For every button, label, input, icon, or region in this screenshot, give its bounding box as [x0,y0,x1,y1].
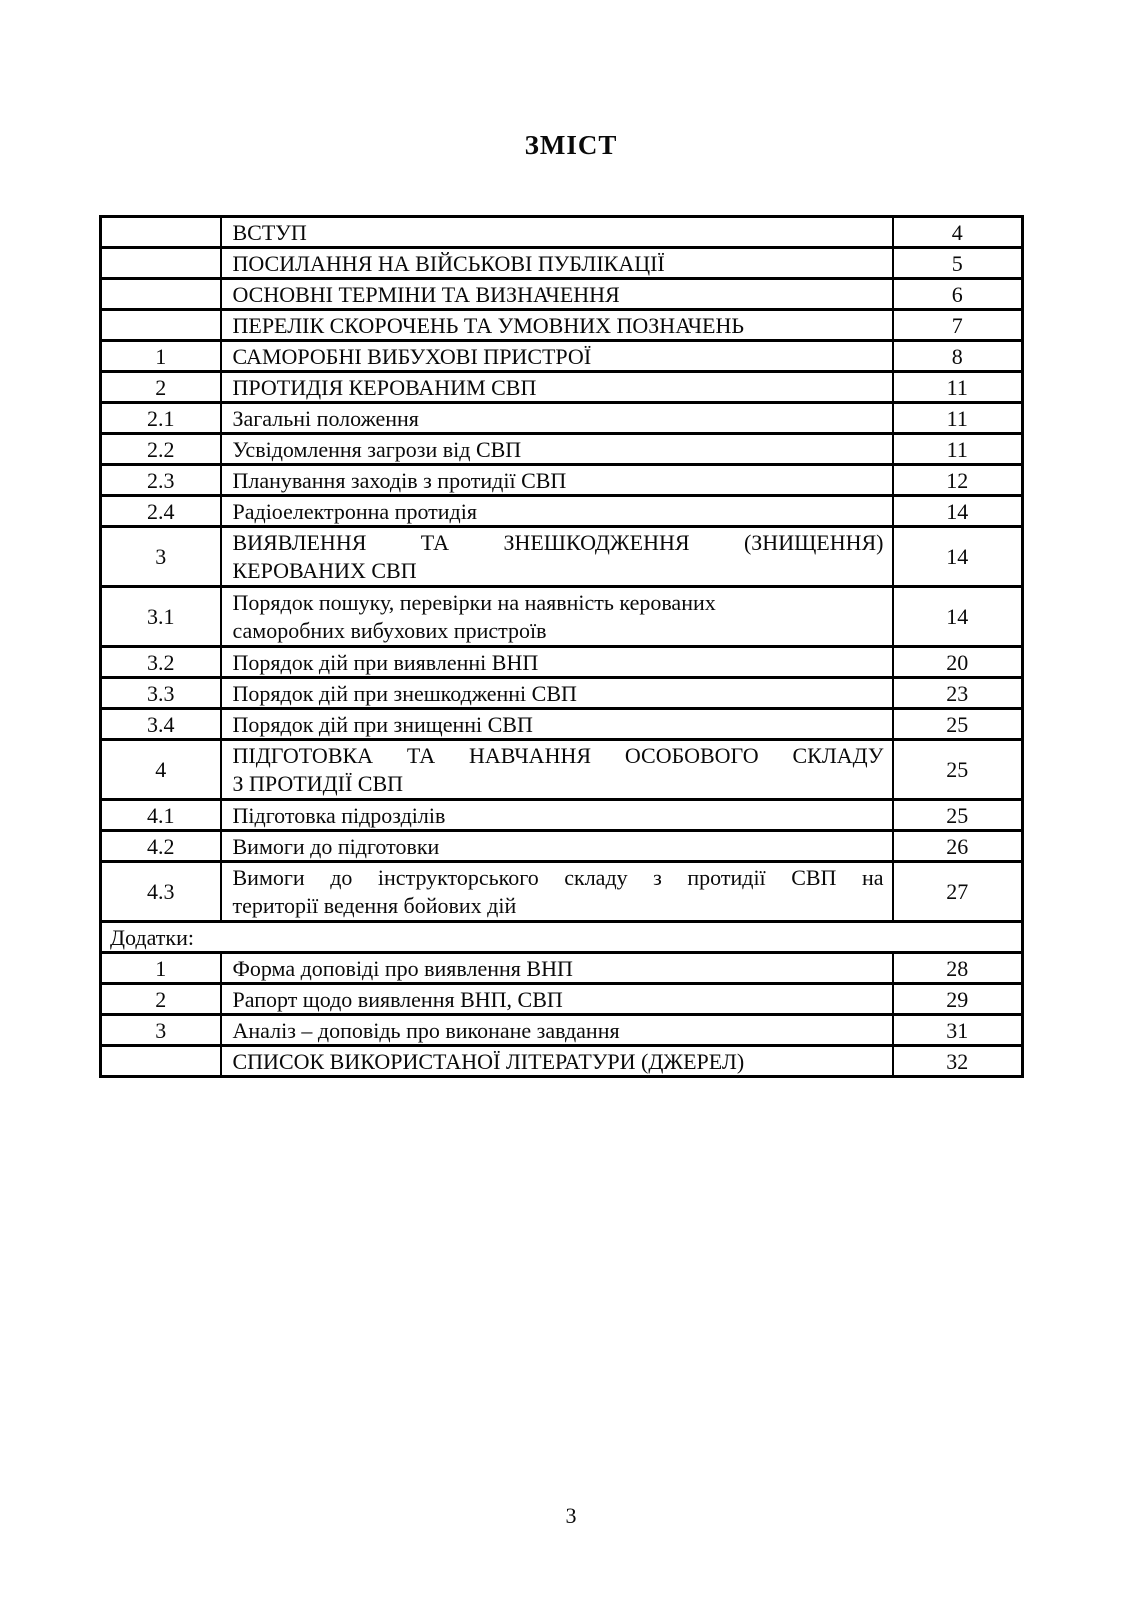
toc-row-page: 20 [893,647,1023,678]
toc-row-number [101,1046,221,1077]
toc-row-page: 27 [893,862,1023,922]
page-number: 3 [565,1503,577,1528]
toc-row-number [101,217,221,248]
toc-table [99,215,1024,1078]
toc-row [101,647,1023,678]
toc-row-number: 2.1 [101,403,221,434]
toc-row [101,279,1023,310]
toc-row [101,587,1023,647]
toc-row [101,496,1023,527]
toc-row-number: 3.4 [101,709,221,740]
toc-row [101,403,1023,434]
toc-row-number: 2 [101,984,221,1015]
toc-row-title [221,862,893,922]
toc-row [101,372,1023,403]
toc-row-title: Планування заходів з протидії СВП [221,465,893,496]
toc-row-number: 4 [101,740,221,800]
toc-row-page: 11 [893,434,1023,465]
toc-row-number: 4.2 [101,831,221,862]
toc-row-title: Усвідомлення загрози від СВП [221,434,893,465]
toc-row-page: 29 [893,984,1023,1015]
toc-title-line: ВИЯВЛЕННЯ ТА ЗНЕШКОДЖЕННЯ (ЗНИЩЕННЯ) [232,529,884,555]
toc-title-line: КЕРОВАНИХ СВП [232,557,417,583]
toc-title-line: Вимоги до інструкторського складу з протидії СВП на [232,864,884,890]
toc-row-title: Аналіз – доповідь про виконане завдання [221,1015,893,1046]
toc-row-title: Підготовка підрозділів [221,800,893,831]
page-title: ЗМІСТ [524,130,618,160]
toc-row-title: ПОСИЛАННЯ НА ВІЙСЬКОВІ ПУБЛІКАЦІЇ [221,248,893,279]
toc-row-number [101,279,221,310]
toc-row-page: 25 [893,740,1023,800]
toc-row [101,953,1023,984]
toc-row-number: 2.4 [101,496,221,527]
toc-row-page: 4 [893,217,1023,248]
toc-row-page: 14 [893,527,1023,587]
toc-row-number [101,310,221,341]
toc-row-number: 2.2 [101,434,221,465]
toc-row-page: 14 [893,587,1023,647]
toc-row [101,465,1023,496]
toc-row-title: Вимоги до підготовки [221,831,893,862]
toc-table-body [101,217,1023,1077]
toc-row-title: СПИСОК ВИКОРИСТАНОЇ ЛІТЕРАТУРИ (ДЖЕРЕЛ) [221,1046,893,1077]
toc-row [101,831,1023,862]
toc-row-number: 2.3 [101,465,221,496]
toc-row [101,709,1023,740]
toc-row-number [101,248,221,279]
toc-title-line: території ведення бойових дій [232,892,517,918]
toc-row-page: 14 [893,496,1023,527]
toc-row-page: 32 [893,1046,1023,1077]
toc-row-number: 3 [101,1015,221,1046]
toc-row-number: 1 [101,341,221,372]
toc-row-title: ОСНОВНІ ТЕРМІНИ ТА ВИЗНАЧЕННЯ [221,279,893,310]
toc-row [101,800,1023,831]
toc-row [101,310,1023,341]
toc-row-page: 26 [893,831,1023,862]
toc-section-row [101,922,1023,953]
toc-row-title [221,587,893,647]
toc-row [101,217,1023,248]
toc-row-number: 2 [101,372,221,403]
toc-title-line: ПІДГОТОВКА ТА НАВЧАННЯ ОСОБОВОГО СКЛАДУ [232,742,884,768]
toc-title-line: Порядок пошуку, перевірки на наявність керованих [232,589,716,615]
toc-row-title: Порядок дій при виявленні ВНП [221,647,893,678]
toc-row-title: ПЕРЕЛІК СКОРОЧЕНЬ ТА УМОВНИХ ПОЗНАЧЕНЬ [221,310,893,341]
toc-row-title [221,527,893,587]
toc-row-title: САМОРОБНІ ВИБУХОВІ ПРИСТРОЇ [221,341,893,372]
toc-row-page: 25 [893,709,1023,740]
toc-row-page: 12 [893,465,1023,496]
toc-row [101,527,1023,587]
toc-row-title: ВСТУП [221,217,893,248]
toc-row [101,1015,1023,1046]
toc-row-page: 7 [893,310,1023,341]
toc-row [101,248,1023,279]
toc-title-line: саморобних вибухових пристроїв [232,617,547,643]
toc-row-title: Загальні положення [221,403,893,434]
toc-row-number: 4.1 [101,800,221,831]
toc-row-page: 23 [893,678,1023,709]
toc-row [101,434,1023,465]
toc-row-number: 1 [101,953,221,984]
toc-row-number: 3.1 [101,587,221,647]
toc-title-line: З ПРОТИДІЇ СВП [232,770,404,796]
toc-row [101,862,1023,922]
toc-row-page: 5 [893,248,1023,279]
toc-row-title [221,740,893,800]
toc-row [101,1046,1023,1077]
toc-row-title: ПРОТИДІЯ КЕРОВАНИМ СВП [221,372,893,403]
toc-row-number: 4.3 [101,862,221,922]
toc-row [101,341,1023,372]
toc-row-title: Порядок дій при знищенні СВП [221,709,893,740]
toc-row-title: Радіоелектронна протидія [221,496,893,527]
toc-row-page: 28 [893,953,1023,984]
toc-row [101,740,1023,800]
toc-row-page: 11 [893,372,1023,403]
toc-section-label: Додатки: [101,922,1023,953]
toc-row-number: 3.3 [101,678,221,709]
toc-row-number: 3.2 [101,647,221,678]
toc-row [101,984,1023,1015]
toc-row-page: 11 [893,403,1023,434]
toc-row-title: Рапорт щодо виявлення ВНП, СВП [221,984,893,1015]
toc-row-page: 8 [893,341,1023,372]
toc-row-title: Порядок дій при знешкодженні СВП [221,678,893,709]
toc-row-page: 25 [893,800,1023,831]
toc-row-number: 3 [101,527,221,587]
toc-row-page: 31 [893,1015,1023,1046]
toc-row [101,678,1023,709]
toc-row-title: Форма доповіді про виявлення ВНП [221,953,893,984]
toc-row-page: 6 [893,279,1023,310]
